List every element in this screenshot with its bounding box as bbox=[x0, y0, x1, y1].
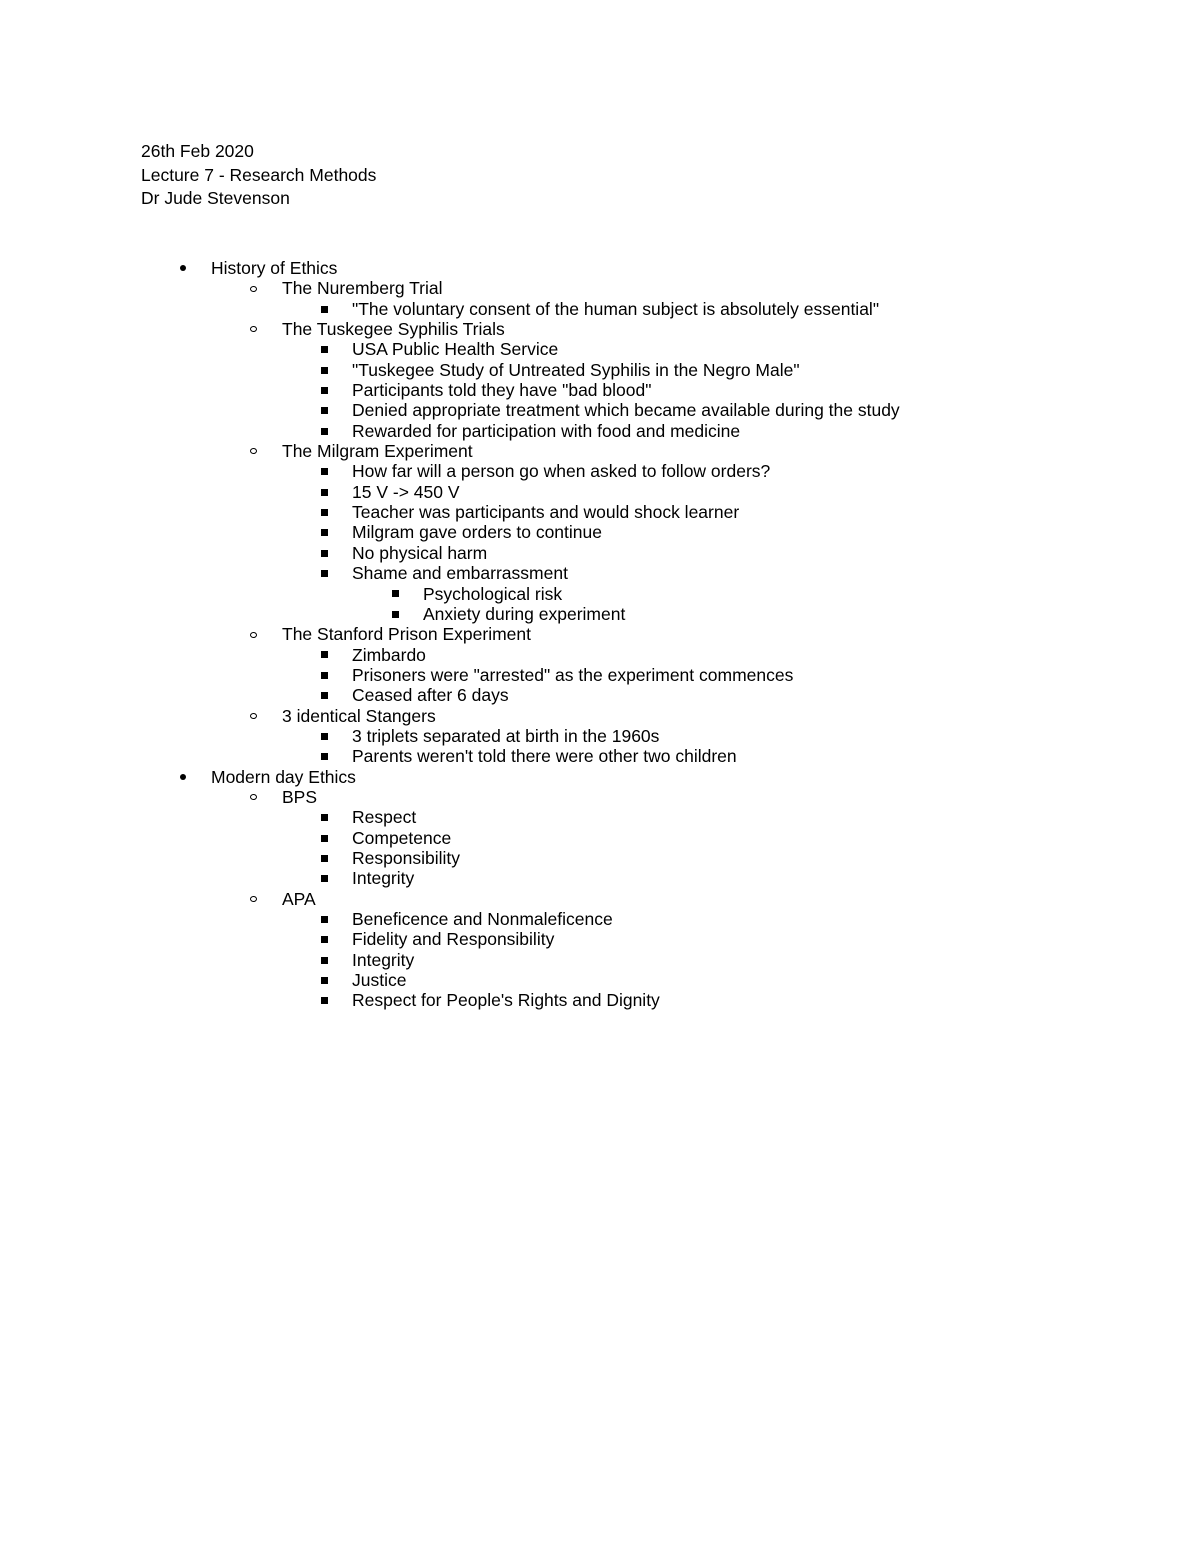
outline-item-text: Ceased after 6 days bbox=[352, 685, 509, 706]
outline-item-text: 3 triplets separated at birth in the 1960s bbox=[352, 725, 660, 746]
outline-item-level-2 bbox=[0, 319, 1200, 339]
outline-item-level-3 bbox=[0, 360, 1200, 380]
square-bullet-icon bbox=[317, 970, 331, 990]
hollow-circle-bullet-icon bbox=[246, 624, 260, 644]
hollow-circle-bullet-icon bbox=[246, 889, 260, 909]
hollow-circle-bullet-icon bbox=[246, 706, 260, 726]
filled-circle-bullet-icon bbox=[176, 258, 190, 278]
outline-item-level-2 bbox=[0, 624, 1200, 644]
square-bullet-icon bbox=[317, 828, 331, 848]
square-bullet-icon bbox=[317, 868, 331, 888]
square-bullet-icon bbox=[317, 380, 331, 400]
outline-item-level-3 bbox=[0, 461, 1200, 481]
outline-item-level-3 bbox=[0, 665, 1200, 685]
outline-item-text: Competence bbox=[352, 827, 452, 848]
square-bullet-icon bbox=[317, 421, 331, 441]
outline-item-text: 15 V -> 450 V bbox=[352, 481, 460, 502]
outline-item-level-3 bbox=[0, 502, 1200, 522]
outline-item-level-3 bbox=[0, 421, 1200, 441]
outline-item-level-3 bbox=[0, 807, 1200, 827]
outline-item-text: Modern day Ethics bbox=[211, 766, 356, 787]
outline-item-level-1 bbox=[0, 767, 1200, 787]
outline-item-text: No physical harm bbox=[352, 542, 488, 563]
hollow-circle-bullet-icon bbox=[246, 278, 260, 298]
outline-item-text: "Tuskegee Study of Untreated Syphilis in the Negro Male" bbox=[352, 359, 800, 380]
lecture-date: 26th Feb 2020 bbox=[141, 141, 254, 161]
outline-item-level-3 bbox=[0, 726, 1200, 746]
square-bullet-icon bbox=[317, 746, 331, 766]
outline-item-level-2 bbox=[0, 787, 1200, 807]
outline-item-level-3 bbox=[0, 522, 1200, 542]
outline-item-level-3 bbox=[0, 299, 1200, 319]
outline-item-text: Participants told they have "bad blood" bbox=[352, 380, 652, 401]
outline-item-text: History of Ethics bbox=[211, 258, 338, 278]
square-bullet-icon bbox=[317, 990, 331, 1010]
lecture-title: Lecture 7 - Research Methods bbox=[141, 164, 377, 185]
outline-item-text: Respect for People's Rights and Dignity bbox=[352, 990, 660, 1011]
square-bullet-icon bbox=[317, 685, 331, 705]
outline-item-level-3 bbox=[0, 828, 1200, 848]
outline-item-text: Zimbardo bbox=[352, 644, 426, 665]
outline-item-text: Denied appropriate treatment which became available during the study bbox=[352, 400, 900, 421]
outline-item-level-2 bbox=[0, 441, 1200, 461]
outline-item-level-3 bbox=[0, 400, 1200, 420]
square-bullet-icon bbox=[317, 400, 331, 420]
outline-item-text: Parents weren't told there were other two children bbox=[352, 746, 737, 767]
notes-outline bbox=[0, 258, 1200, 1011]
outline-item-level-3 bbox=[0, 746, 1200, 766]
outline-item-text: USA Public Health Service bbox=[352, 339, 559, 360]
square-bullet-icon bbox=[317, 848, 331, 868]
outline-item-level-3 bbox=[0, 929, 1200, 949]
hollow-circle-bullet-icon bbox=[246, 441, 260, 461]
outline-item-text: APA bbox=[282, 888, 316, 909]
outline-item-text: BPS bbox=[282, 786, 318, 807]
outline-item-level-2 bbox=[0, 706, 1200, 726]
outline-item-level-4 bbox=[0, 584, 1200, 604]
square-bullet-icon bbox=[317, 543, 331, 563]
square-bullet-icon bbox=[317, 502, 331, 522]
square-bullet-icon bbox=[317, 522, 331, 542]
outline-item-text: "The voluntary consent of the human subject is absolutely essential" bbox=[352, 298, 880, 319]
square-bullet-icon bbox=[317, 645, 331, 665]
outline-item-level-3 bbox=[0, 950, 1200, 970]
outline-item-text: Anxiety during experiment bbox=[423, 603, 626, 624]
outline-item-level-4 bbox=[0, 604, 1200, 624]
filled-circle-bullet-icon bbox=[176, 767, 190, 787]
square-bullet-icon bbox=[317, 461, 331, 481]
outline-item-level-3 bbox=[0, 543, 1200, 563]
square-bullet-icon bbox=[317, 563, 331, 583]
outline-item-level-3 bbox=[0, 970, 1200, 990]
outline-item-text: The Milgram Experiment bbox=[282, 441, 473, 462]
outline-item-text: Respect bbox=[352, 807, 417, 828]
outline-item-level-2 bbox=[0, 889, 1200, 909]
outline-item-text: The Stanford Prison Experiment bbox=[282, 624, 532, 645]
outline-item-text: Rewarded for participation with food and medicine bbox=[352, 420, 741, 441]
square-bullet-icon bbox=[317, 339, 331, 359]
hollow-circle-bullet-icon bbox=[246, 787, 260, 807]
outline-item-level-3 bbox=[0, 645, 1200, 665]
outline-item-text: Shame and embarrassment bbox=[352, 563, 568, 584]
outline-item-level-3 bbox=[0, 339, 1200, 359]
outline-item-text: Beneficence and Nonmaleficence bbox=[352, 909, 613, 929]
square-bullet-icon bbox=[388, 584, 402, 604]
square-bullet-icon bbox=[317, 299, 331, 319]
outline-item-level-3 bbox=[0, 909, 1200, 929]
square-bullet-icon bbox=[317, 726, 331, 746]
outline-item-level-3 bbox=[0, 482, 1200, 502]
square-bullet-icon bbox=[317, 909, 331, 929]
outline-item-level-3 bbox=[0, 848, 1200, 868]
outline-item-text: Justice bbox=[352, 970, 407, 991]
square-bullet-icon bbox=[317, 929, 331, 949]
outline-item-text: Psychological risk bbox=[423, 583, 563, 604]
outline-item-text: Integrity bbox=[352, 868, 415, 889]
square-bullet-icon bbox=[317, 807, 331, 827]
square-bullet-icon bbox=[317, 665, 331, 685]
square-bullet-icon bbox=[317, 360, 331, 380]
hollow-circle-bullet-icon bbox=[246, 319, 260, 339]
outline-item-level-3 bbox=[0, 990, 1200, 1010]
outline-item-level-2 bbox=[0, 278, 1200, 298]
outline-item-text: Teacher was participants and would shock learner bbox=[352, 502, 740, 523]
outline-item-text: Milgram gave orders to continue bbox=[352, 522, 602, 543]
outline-item-text: Fidelity and Responsibility bbox=[352, 929, 555, 950]
outline-item-level-3 bbox=[0, 868, 1200, 888]
outline-item-text: Integrity bbox=[352, 949, 415, 970]
outline-item-text: Responsibility bbox=[352, 847, 460, 868]
outline-item-text: The Nuremberg Trial bbox=[282, 278, 443, 299]
document-header bbox=[141, 140, 376, 211]
square-bullet-icon bbox=[388, 604, 402, 624]
outline-item-text: How far will a person go when asked to follow orders? bbox=[352, 461, 771, 482]
square-bullet-icon bbox=[317, 950, 331, 970]
outline-item-text: Prisoners were "arrested" as the experiment commences bbox=[352, 664, 794, 685]
outline-item-level-3 bbox=[0, 563, 1200, 583]
square-bullet-icon bbox=[317, 482, 331, 502]
outline-item-level-3 bbox=[0, 685, 1200, 705]
outline-item-text: The Tuskegee Syphilis Trials bbox=[282, 319, 505, 340]
outline-item-level-3 bbox=[0, 380, 1200, 400]
lecturer-name: Dr Jude Stevenson bbox=[141, 188, 290, 208]
outline-item-level-1 bbox=[0, 258, 1200, 278]
outline-item-text: 3 identical Stangers bbox=[282, 705, 436, 726]
